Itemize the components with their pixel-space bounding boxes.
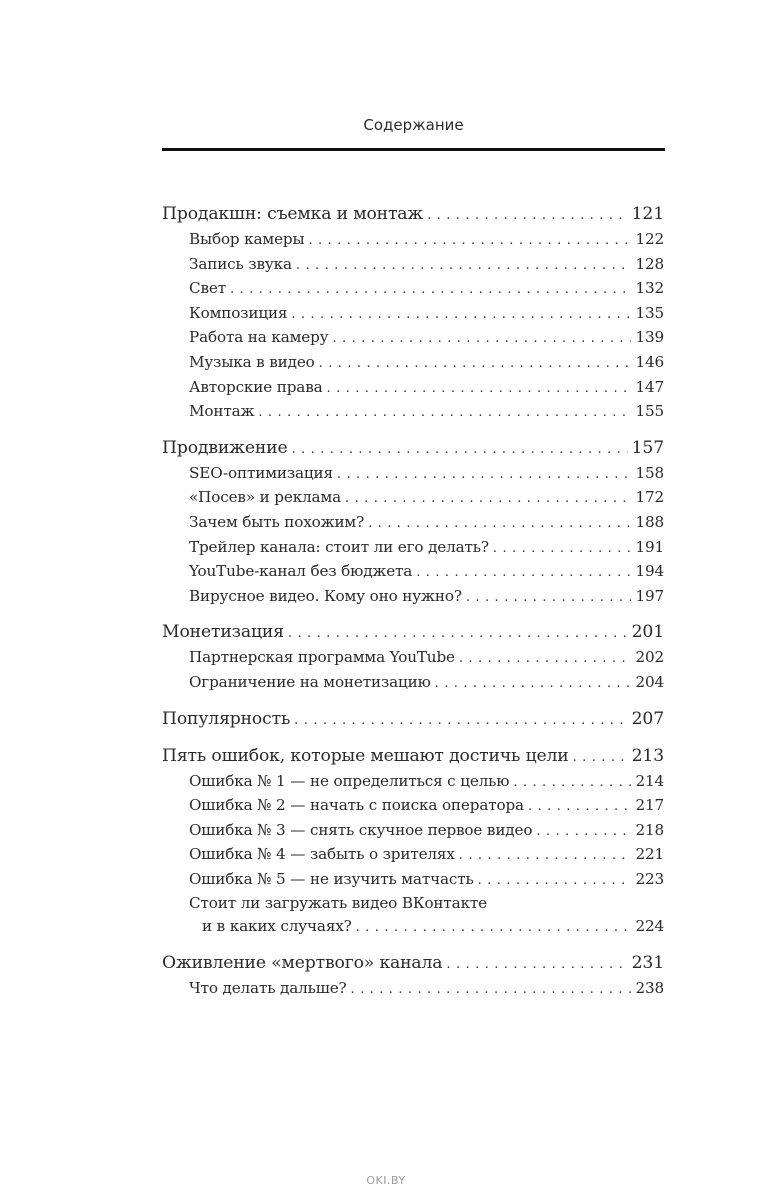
entry-title: Ошибка № 3 — снять скучное первое видео [189,820,533,839]
toc-section-mistakes [162,744,664,940]
toc-entry-sub[interactable] [162,671,664,696]
entry-title: Ошибка № 2 — начать с поиска оператора [189,796,524,815]
toc-section-revival [162,951,664,1002]
dot-leader [528,796,632,819]
dot-leader [345,488,631,511]
entry-title: Ограничение на монетизацию [189,672,431,691]
entry-title-line2: и в каких случаях? [202,917,352,936]
entry-page: 221 [635,845,664,864]
toc-entry-sub[interactable] [162,977,664,1002]
toc-entry-sub-multiline[interactable] [162,892,664,939]
toc-entry-sub[interactable] [162,585,664,610]
entry-page: 207 [631,708,664,729]
dot-leader [294,709,627,733]
entry-page: 128 [635,254,664,273]
toc-section-popularity [162,707,664,733]
entry-title: Свет [189,279,226,298]
entry-page: 201 [631,622,664,643]
dot-leader [327,378,632,401]
entry-continuation [162,915,664,940]
entry-page: 224 [635,917,664,936]
entry-page: 214 [635,771,664,790]
toc-section-production [162,202,664,425]
toc-entry-sub[interactable] [162,462,664,487]
toc-entry-sub[interactable] [162,326,664,351]
entry-page: 218 [635,820,664,839]
entry-page: 147 [635,377,664,396]
toc-entry-sub[interactable] [162,486,664,511]
entry-page: 238 [635,978,664,997]
entry-page: 157 [631,437,664,458]
toc-entry-sub[interactable] [162,253,664,278]
toc-entry-sub[interactable] [162,302,664,327]
entry-page: 223 [635,869,664,888]
dot-leader [573,746,628,770]
toc-section-promotion [162,436,664,610]
entry-title: Выбор камеры [189,230,305,248]
dot-leader [427,204,628,228]
entry-page: 204 [635,672,664,691]
entry-title: Работа на камеру [189,328,329,347]
entry-title-line1: Стоит ли загружать видео ВКонтакте [189,894,487,913]
entry-title: Популярность [162,708,291,729]
entry-title: Композиция [189,303,288,322]
dot-leader [493,538,632,561]
entry-page: 188 [635,512,664,531]
entry-title: Запись звука [189,254,292,273]
dot-leader [459,648,632,671]
entry-page: 122 [635,230,664,248]
toc-entry-main[interactable] [162,951,664,977]
toc-entry-main[interactable] [162,744,664,770]
entry-page: 217 [635,796,664,815]
entry-page: 172 [635,488,664,507]
toc-entry-sub[interactable] [162,277,664,302]
dot-leader [288,622,628,646]
entry-title: Вирусное видео. Кому оно нужно? [189,586,462,605]
dot-leader [258,402,631,425]
toc-entry-sub[interactable] [162,400,664,425]
entry-title: Трейлер канала: стоит ли его делать? [189,537,489,556]
entry-title: YouTube-канал без бюджета [189,562,413,581]
dot-leader [332,328,631,351]
entry-page: 121 [631,204,664,224]
entry-page: 197 [635,586,664,605]
entry-title: SEO-оптимизация [189,463,333,482]
toc-entry-sub[interactable] [162,819,664,844]
dot-leader [536,821,631,844]
toc-entry-sub[interactable] [162,794,664,819]
entry-title: Что делать дальше? [189,978,347,997]
entry-title: Монетизация [162,622,284,643]
dot-leader [513,772,631,795]
toc-entry-sub[interactable] [162,843,664,868]
entry-title: Продвижение [162,437,288,458]
dot-leader [296,255,632,278]
entry-page: 158 [635,463,664,482]
entry-page: 202 [635,648,664,667]
entry-page: 191 [635,537,664,556]
dot-leader [368,513,631,536]
toc-entry-sub[interactable] [162,511,664,536]
entry-title: Партнерская программа YouTube [189,648,455,667]
entry-title: Музыка в видео [189,352,315,371]
entry-page: 155 [635,402,664,421]
entry-page: 132 [635,279,664,298]
entry-title: Оживление «мертвого» канала [162,952,443,973]
dot-leader [351,979,632,1002]
entry-title: Авторские права [189,377,323,396]
entry-page: 135 [635,303,664,322]
entry-page: 139 [635,328,664,347]
toc-entry-sub[interactable] [162,560,664,585]
entry-page: 146 [635,352,664,371]
entry-title: Ошибка № 1 — не определиться с целью [189,771,510,790]
watermark: OKI.BY [366,1174,406,1187]
entry-title: Пять ошибок, которые мешают достичь цели [162,745,569,766]
toc-entry-sub[interactable] [162,646,664,671]
toc-entry-sub[interactable] [162,770,664,795]
dot-leader [416,562,631,585]
toc-entry-sub[interactable] [162,536,664,561]
entry-page: 231 [631,952,664,973]
header-rule [162,148,665,151]
toc-entry-main[interactable] [162,620,664,646]
toc-section-monetization [162,620,664,695]
dot-leader [446,953,627,977]
toc-entry-main[interactable] [162,202,664,228]
dot-leader [435,673,632,696]
dot-leader [308,230,631,253]
dot-leader [459,845,632,868]
entry-title: Продакшн: съемка и монтаж [162,204,424,224]
dot-leader [230,279,631,302]
dot-leader [291,304,631,327]
dot-leader [319,353,632,376]
toc-entry-sub[interactable] [162,868,664,893]
dot-leader [466,587,632,610]
entry-page: 213 [631,745,664,766]
table-of-contents [162,202,664,1012]
toc-entry-sub[interactable] [162,228,664,253]
toc-entry-sub[interactable] [162,351,664,376]
entry-title: Монтаж [189,402,255,421]
entry-title: Зачем быть похожим? [189,512,365,531]
dot-leader [291,438,627,462]
dot-leader [478,870,632,893]
dot-leader [356,917,632,940]
entry-title: Ошибка № 5 — не изучить матчасть [189,869,474,888]
entry-title: «Посев» и реклама [189,488,342,507]
dot-leader [337,464,632,487]
entry-page: 194 [635,562,664,581]
toc-entry-main[interactable] [162,436,664,462]
entry-title: Ошибка № 4 — забыть о зрителях [189,845,455,864]
running-head-title: Содержание [363,116,464,134]
toc-entry-sub[interactable] [162,376,664,401]
toc-entry-main[interactable] [162,707,664,733]
